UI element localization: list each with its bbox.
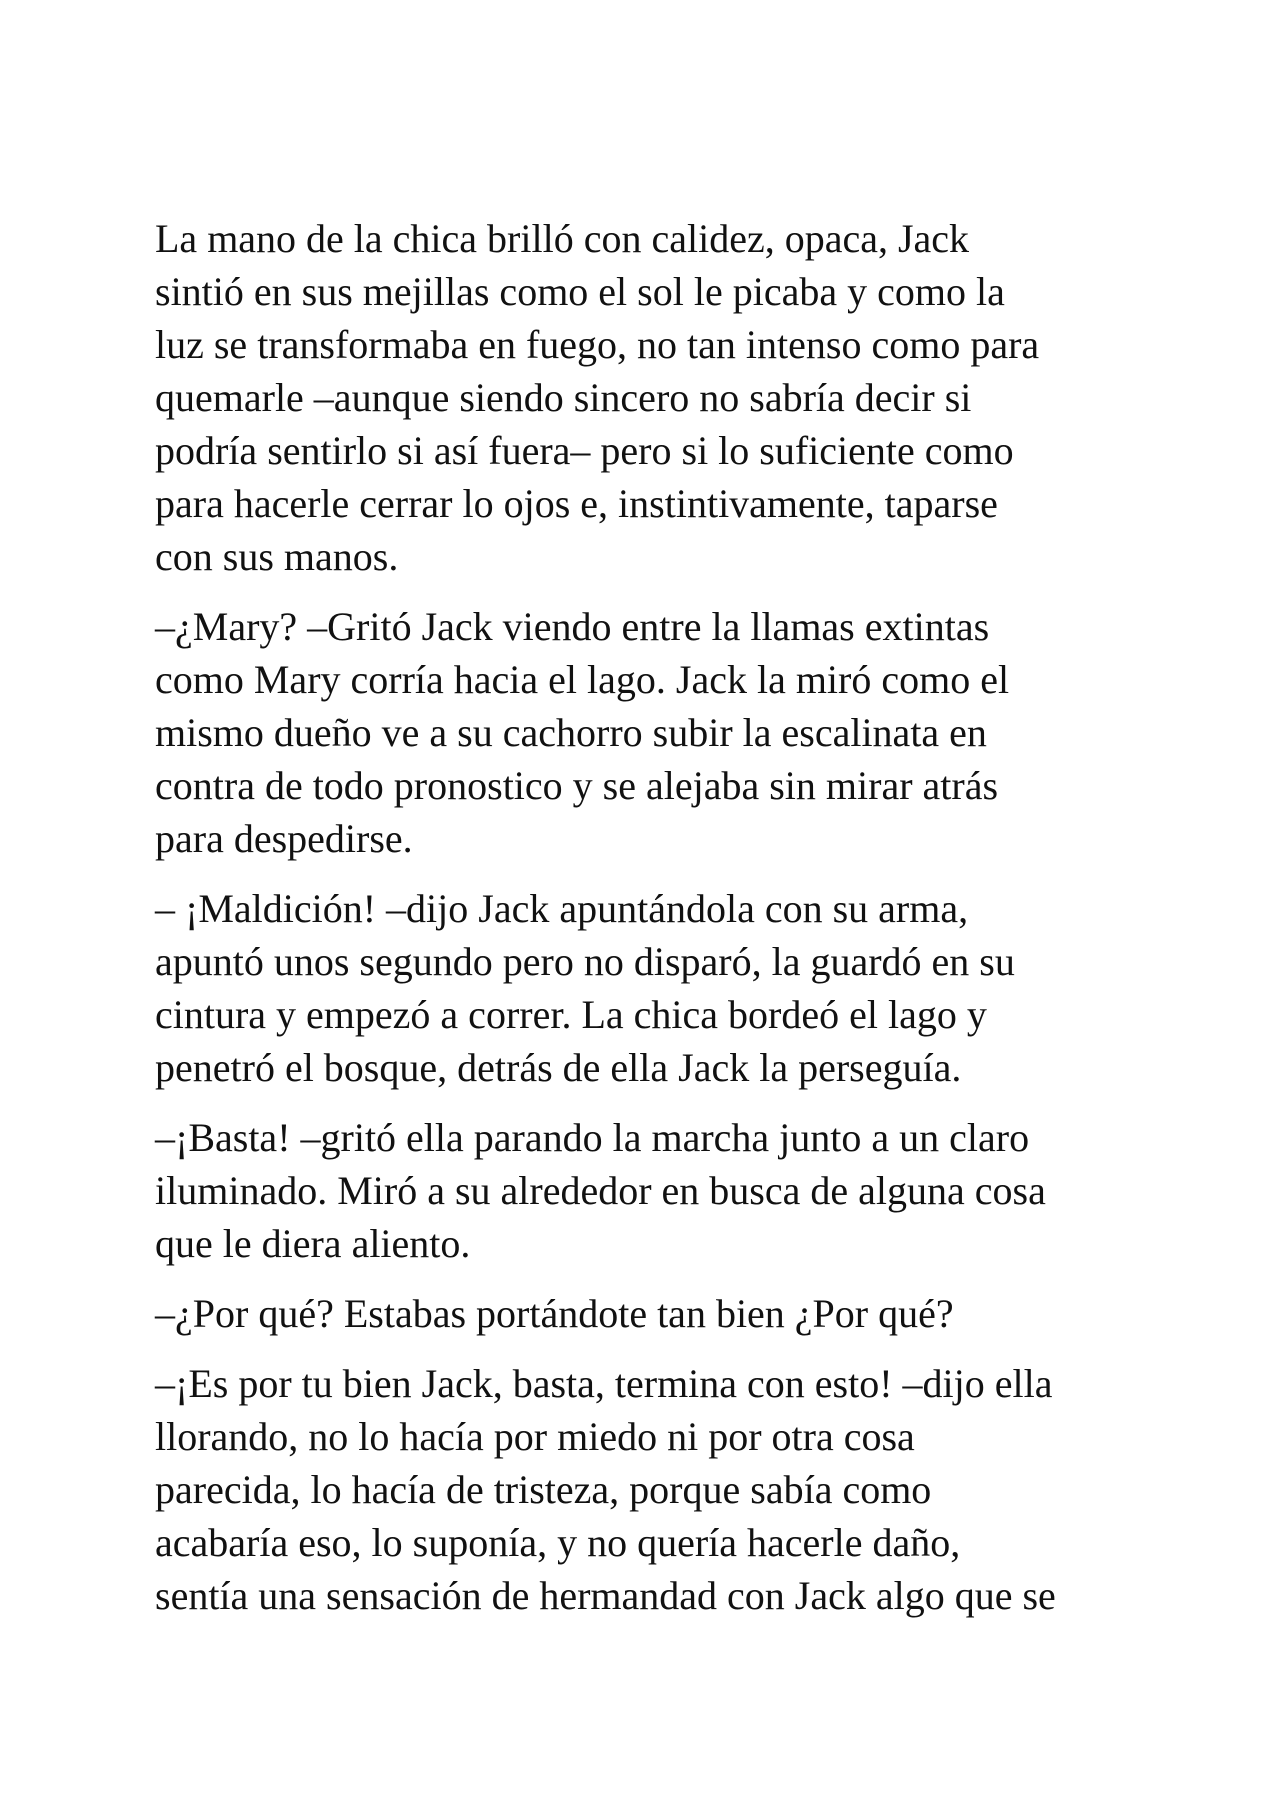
text-line: acabaría eso, lo suponía, y no quería hacerle daño, bbox=[155, 1520, 961, 1565]
paragraph-3 bbox=[155, 882, 1155, 1094]
text-line: sentía una sensación de hermandad con Jack algo que se bbox=[155, 1573, 1056, 1618]
text-line: como Mary corría hacia el lago. Jack la miró como el bbox=[155, 657, 1010, 702]
text-line: –¡Basta! –gritó ella parando la marcha junto a un claro bbox=[155, 1115, 1030, 1160]
text-line: para despedirse. bbox=[155, 816, 413, 861]
paragraph-2 bbox=[155, 600, 1155, 865]
text-line: parecida, lo hacía de tristeza, porque sabía como bbox=[155, 1467, 932, 1512]
paragraph-6 bbox=[155, 1357, 1155, 1622]
text-line: con sus manos. bbox=[155, 534, 399, 579]
text-line: llorando, no lo hacía por miedo ni por otra cosa bbox=[155, 1414, 915, 1459]
text-line: – ¡Maldición! –dijo Jack apuntándola con su arma, bbox=[155, 886, 969, 931]
text-line: contra de todo pronostico y se alejaba sin mirar atrás bbox=[155, 763, 999, 808]
text-line: cintura y empezó a correr. La chica bordeó el lago y bbox=[155, 992, 987, 1037]
text-line: apuntó unos segundo pero no disparó, la guardó en su bbox=[155, 939, 1015, 984]
text-line: –¿Por qué? Estabas portándote tan bien ¿Por qué? bbox=[155, 1291, 954, 1336]
text-line: sintió en sus mejillas como el sol le picaba y como la bbox=[155, 269, 1005, 314]
body-text bbox=[155, 212, 1155, 1639]
paragraph-4 bbox=[155, 1111, 1155, 1270]
text-line: mismo dueño ve a su cachorro subir la escalinata en bbox=[155, 710, 987, 755]
paragraph-1 bbox=[155, 212, 1155, 583]
text-line: luz se transformaba en fuego, no tan intenso como para bbox=[155, 322, 1040, 367]
text-line: La mano de la chica brilló con calidez, opaca, Jack bbox=[155, 216, 970, 261]
text-line: quemarle –aunque siendo sincero no sabría decir si bbox=[155, 375, 972, 420]
text-line: iluminado. Miró a su alrededor en busca de alguna cosa bbox=[155, 1168, 1046, 1213]
text-line: –¡Es por tu bien Jack, basta, termina con esto! –dijo ella bbox=[155, 1361, 1053, 1406]
paragraph-5 bbox=[155, 1287, 1155, 1340]
text-line: –¿Mary? –Gritó Jack viendo entre la llamas extintas bbox=[155, 604, 990, 649]
text-line: para hacerle cerrar lo ojos e, instintivamente, taparse bbox=[155, 481, 998, 526]
text-line: que le diera aliento. bbox=[155, 1221, 471, 1266]
text-line: penetró el bosque, detrás de ella Jack la perseguía. bbox=[155, 1045, 962, 1090]
text-line: podría sentirlo si así fuera– pero si lo suficiente como bbox=[155, 428, 1014, 473]
